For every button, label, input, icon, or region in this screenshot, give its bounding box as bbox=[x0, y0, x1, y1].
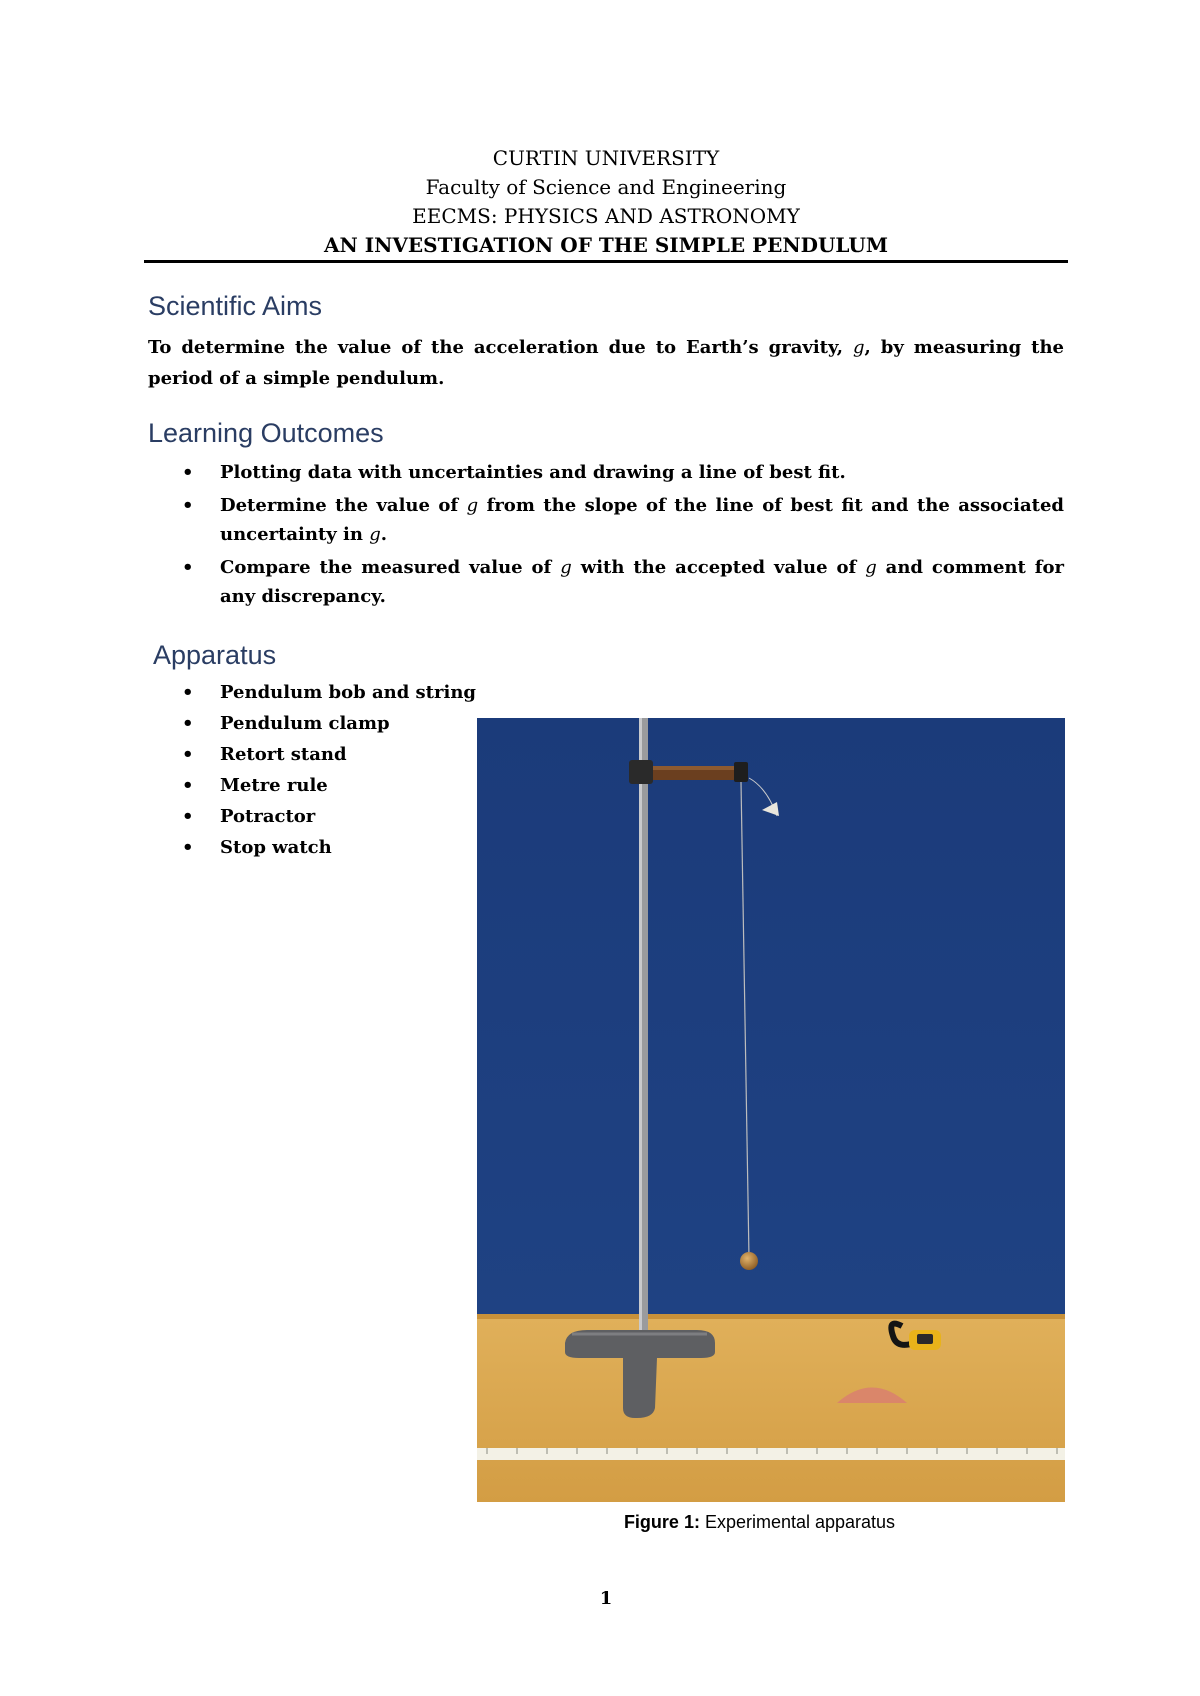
list-item bbox=[182, 739, 482, 770]
bullet-icon: • bbox=[182, 806, 194, 827]
list-item bbox=[182, 491, 1064, 550]
apparatus-item: Pendulum bob and string bbox=[220, 682, 476, 703]
g-symbol: g bbox=[560, 556, 572, 578]
outcome-text-3c: and comment for any discrepancy. bbox=[220, 556, 1064, 607]
aims-paragraph bbox=[148, 332, 1064, 394]
outcome-text-1: Plotting data with uncertainties and drawing a line of best fit. bbox=[220, 462, 846, 483]
header-divider bbox=[144, 260, 1068, 263]
aims-text-a: To determine the value of the acceleration due to Earth’s gravity, bbox=[148, 337, 853, 358]
outcome-text-3b: with the accepted value of bbox=[571, 556, 866, 578]
list-item bbox=[182, 458, 1064, 488]
outcome-text-2b: from the slope of the line of best fit and the associated uncertainty in bbox=[220, 494, 1064, 545]
aims-heading: Scientific Aims bbox=[148, 291, 323, 321]
figure-text: Experimental apparatus bbox=[699, 1512, 896, 1532]
bench-edge bbox=[477, 1314, 1065, 1319]
bullet-icon: • bbox=[182, 713, 194, 734]
clamp-boss bbox=[629, 760, 653, 784]
document-header bbox=[144, 144, 1068, 260]
outcome-text-2a: Determine the value of bbox=[220, 494, 467, 516]
bullet-icon: • bbox=[182, 744, 194, 765]
apparatus-item: Potractor bbox=[220, 806, 316, 827]
apparatus-item: Retort stand bbox=[220, 744, 347, 765]
university-name: CURTIN UNIVERSITY bbox=[492, 146, 720, 170]
outcome-text-3a: Compare the measured value of bbox=[220, 556, 561, 578]
g-symbol: g bbox=[852, 337, 865, 358]
bullet-icon: • bbox=[182, 775, 194, 796]
figure-label: Figure 1: bbox=[623, 1512, 700, 1532]
apparatus-item: Stop watch bbox=[220, 837, 332, 858]
bullet-icon: • bbox=[182, 682, 194, 703]
g-symbol: g bbox=[466, 494, 479, 516]
aims-text-b: , by measuring the period of a simple pendulum. bbox=[148, 337, 1064, 389]
outcomes-list bbox=[182, 458, 1064, 615]
list-item bbox=[182, 553, 1064, 612]
list-item bbox=[182, 708, 482, 739]
bullet-icon: • bbox=[182, 837, 194, 858]
list-item bbox=[182, 801, 482, 832]
metre-rule bbox=[477, 1448, 1065, 1460]
pendulum-bob bbox=[740, 1252, 758, 1270]
faculty-name: Faculty of Science and Engineering bbox=[425, 175, 787, 199]
bullet-icon: • bbox=[182, 556, 194, 578]
apparatus-list bbox=[182, 677, 482, 863]
document-title: AN INVESTIGATION OF THE SIMPLE PENDULUM bbox=[324, 233, 888, 257]
figure-caption bbox=[477, 1512, 1042, 1533]
bullet-icon: • bbox=[182, 494, 194, 516]
apparatus-item: Metre rule bbox=[220, 775, 328, 796]
page-number: 1 bbox=[599, 1588, 613, 1609]
list-item bbox=[182, 770, 482, 801]
apparatus-photo bbox=[477, 718, 1065, 1502]
department-name: EECMS: PHYSICS AND ASTRONOMY bbox=[412, 204, 800, 228]
clamp-holder bbox=[734, 762, 748, 782]
apparatus-item: Pendulum clamp bbox=[220, 713, 390, 734]
outcomes-heading: Learning Outcomes bbox=[148, 418, 384, 448]
apparatus-heading: Apparatus bbox=[153, 640, 277, 670]
list-item bbox=[182, 832, 482, 863]
g-symbol: g bbox=[865, 556, 877, 578]
bullet-icon: • bbox=[182, 462, 194, 483]
g-symbol: g bbox=[369, 524, 381, 545]
outcome-text-2c: . bbox=[380, 524, 388, 545]
list-item bbox=[182, 677, 482, 708]
